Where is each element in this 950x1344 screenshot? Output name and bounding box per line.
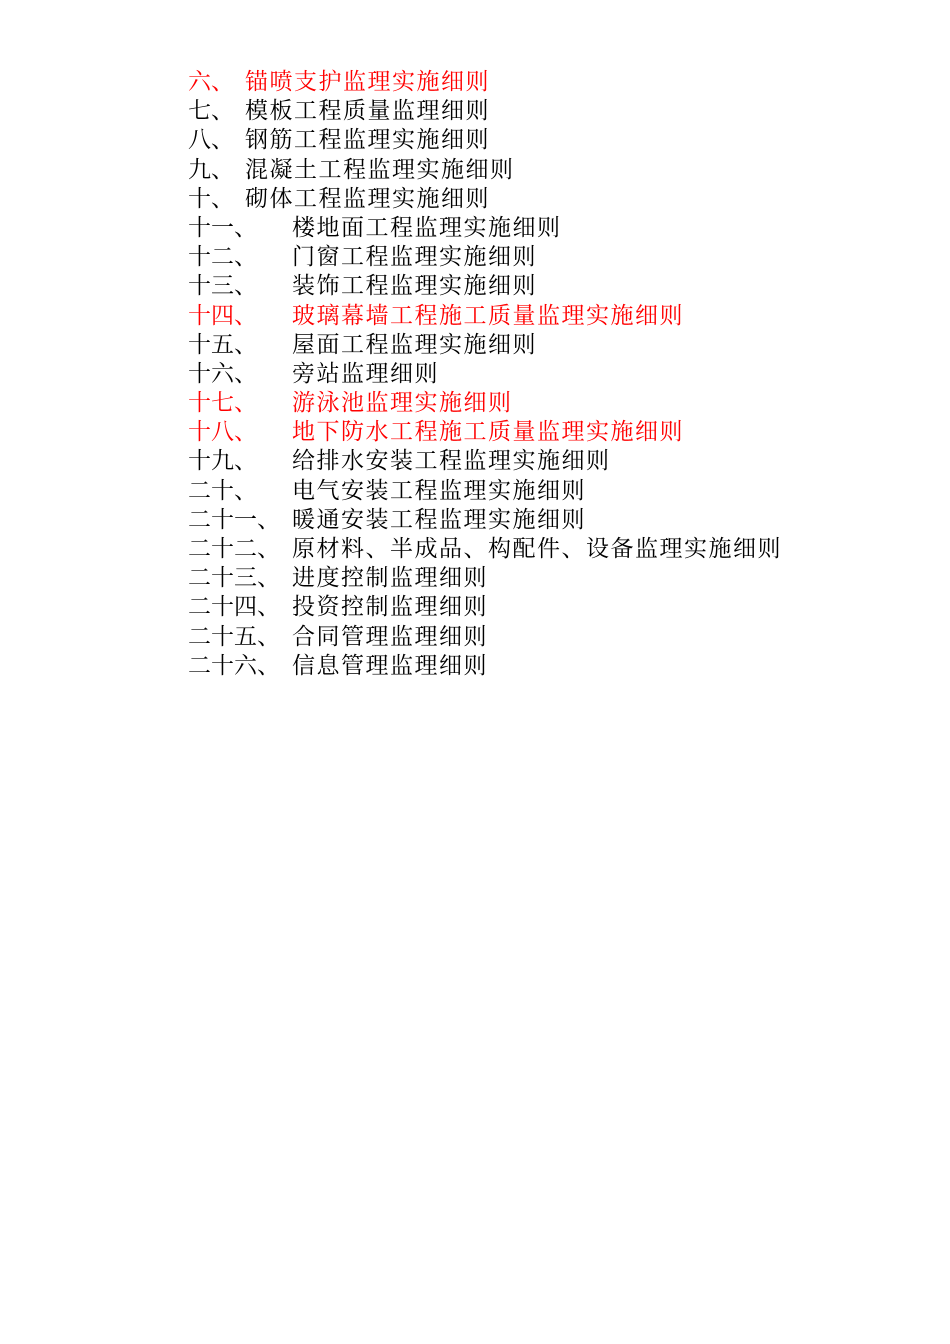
toc-item-number: 二十三、 [188, 565, 280, 592]
toc-item [188, 360, 782, 389]
toc-item [188, 68, 782, 97]
toc-item-number: 十五、 [188, 331, 257, 358]
toc-item [188, 272, 782, 301]
toc-item [188, 126, 782, 155]
toc-item-title: 暖通安装工程监理实施细则 [292, 506, 586, 533]
toc-item [188, 214, 782, 243]
toc-item-number: 二十六、 [188, 652, 280, 679]
toc-item [188, 302, 782, 331]
toc-item [188, 623, 782, 652]
toc-item-number: 二十二、 [188, 536, 280, 562]
toc-item-title: 砌体工程监理实施细则 [245, 185, 490, 212]
toc-item-title: 旁站监理细则 [292, 360, 439, 387]
toc-item-title: 锚喷支护监理实施细则 [245, 69, 490, 95]
toc-item [188, 447, 782, 476]
toc-item-number: 八、 [188, 127, 234, 154]
toc-item-title: 投资控制监理细则 [292, 594, 488, 621]
toc-item-title: 合同管理监理细则 [292, 623, 488, 650]
toc-item-title: 电气安装工程监理实施细则 [292, 477, 586, 504]
toc-item-title: 进度控制监理细则 [292, 565, 488, 592]
toc-item-title: 信息管理监理细则 [292, 652, 488, 679]
toc-item-title: 给排水安装工程监理实施细则 [292, 448, 611, 475]
toc-item-number: 二十、 [188, 477, 257, 504]
toc-item [188, 331, 782, 360]
toc-item-title: 屋面工程监理实施细则 [292, 331, 537, 358]
toc-item-number: 十二、 [188, 244, 257, 271]
toc-item-title: 钢筋工程监理实施细则 [245, 127, 490, 154]
toc-item-number: 十三、 [188, 273, 257, 300]
toc-item-number: 六、 [188, 69, 234, 95]
toc-item-number: 二十五、 [188, 623, 280, 650]
toc-item [188, 593, 782, 622]
toc-item-number: 九、 [188, 156, 234, 183]
toc-item [188, 389, 782, 418]
table-of-contents [188, 68, 782, 681]
toc-item-title: 楼地面工程监理实施细则 [292, 214, 562, 241]
toc-item-title: 门窗工程监理实施细则 [292, 244, 537, 271]
toc-item [188, 506, 782, 535]
toc-item-number: 十、 [188, 185, 234, 212]
toc-item-title: 模板工程质量监理细则 [245, 98, 490, 125]
toc-item-title: 玻璃幕墙工程施工质量监理实施细则 [292, 302, 684, 329]
toc-item [188, 477, 782, 506]
toc-item-title: 游泳池监理实施细则 [292, 390, 513, 417]
toc-item [188, 243, 782, 272]
toc-item-number: 二十四、 [188, 594, 280, 621]
toc-item-number: 十一、 [188, 214, 257, 241]
toc-item [188, 97, 782, 126]
toc-item [188, 535, 782, 564]
toc-item [188, 652, 782, 681]
toc-item [188, 185, 782, 214]
toc-item-title: 地下防水工程施工质量监理实施细则 [292, 419, 684, 446]
toc-item-number: 二十一、 [188, 506, 280, 533]
toc-item-number: 十七、 [188, 390, 257, 417]
toc-item-title: 混凝土工程监理实施细则 [245, 156, 515, 183]
toc-item-number: 七、 [188, 98, 234, 125]
toc-item-number: 十四、 [188, 302, 257, 329]
toc-item-number: 十九、 [188, 448, 257, 475]
toc-item [188, 156, 782, 185]
toc-item [188, 564, 782, 593]
toc-item-number: 十六、 [188, 360, 257, 387]
toc-item-number: 十八、 [188, 419, 257, 446]
toc-item-title: 装饰工程监理实施细则 [292, 273, 537, 300]
toc-item [188, 418, 782, 447]
toc-item-title: 原材料、半成品、构配件、设备监理实施细则 [292, 536, 782, 562]
